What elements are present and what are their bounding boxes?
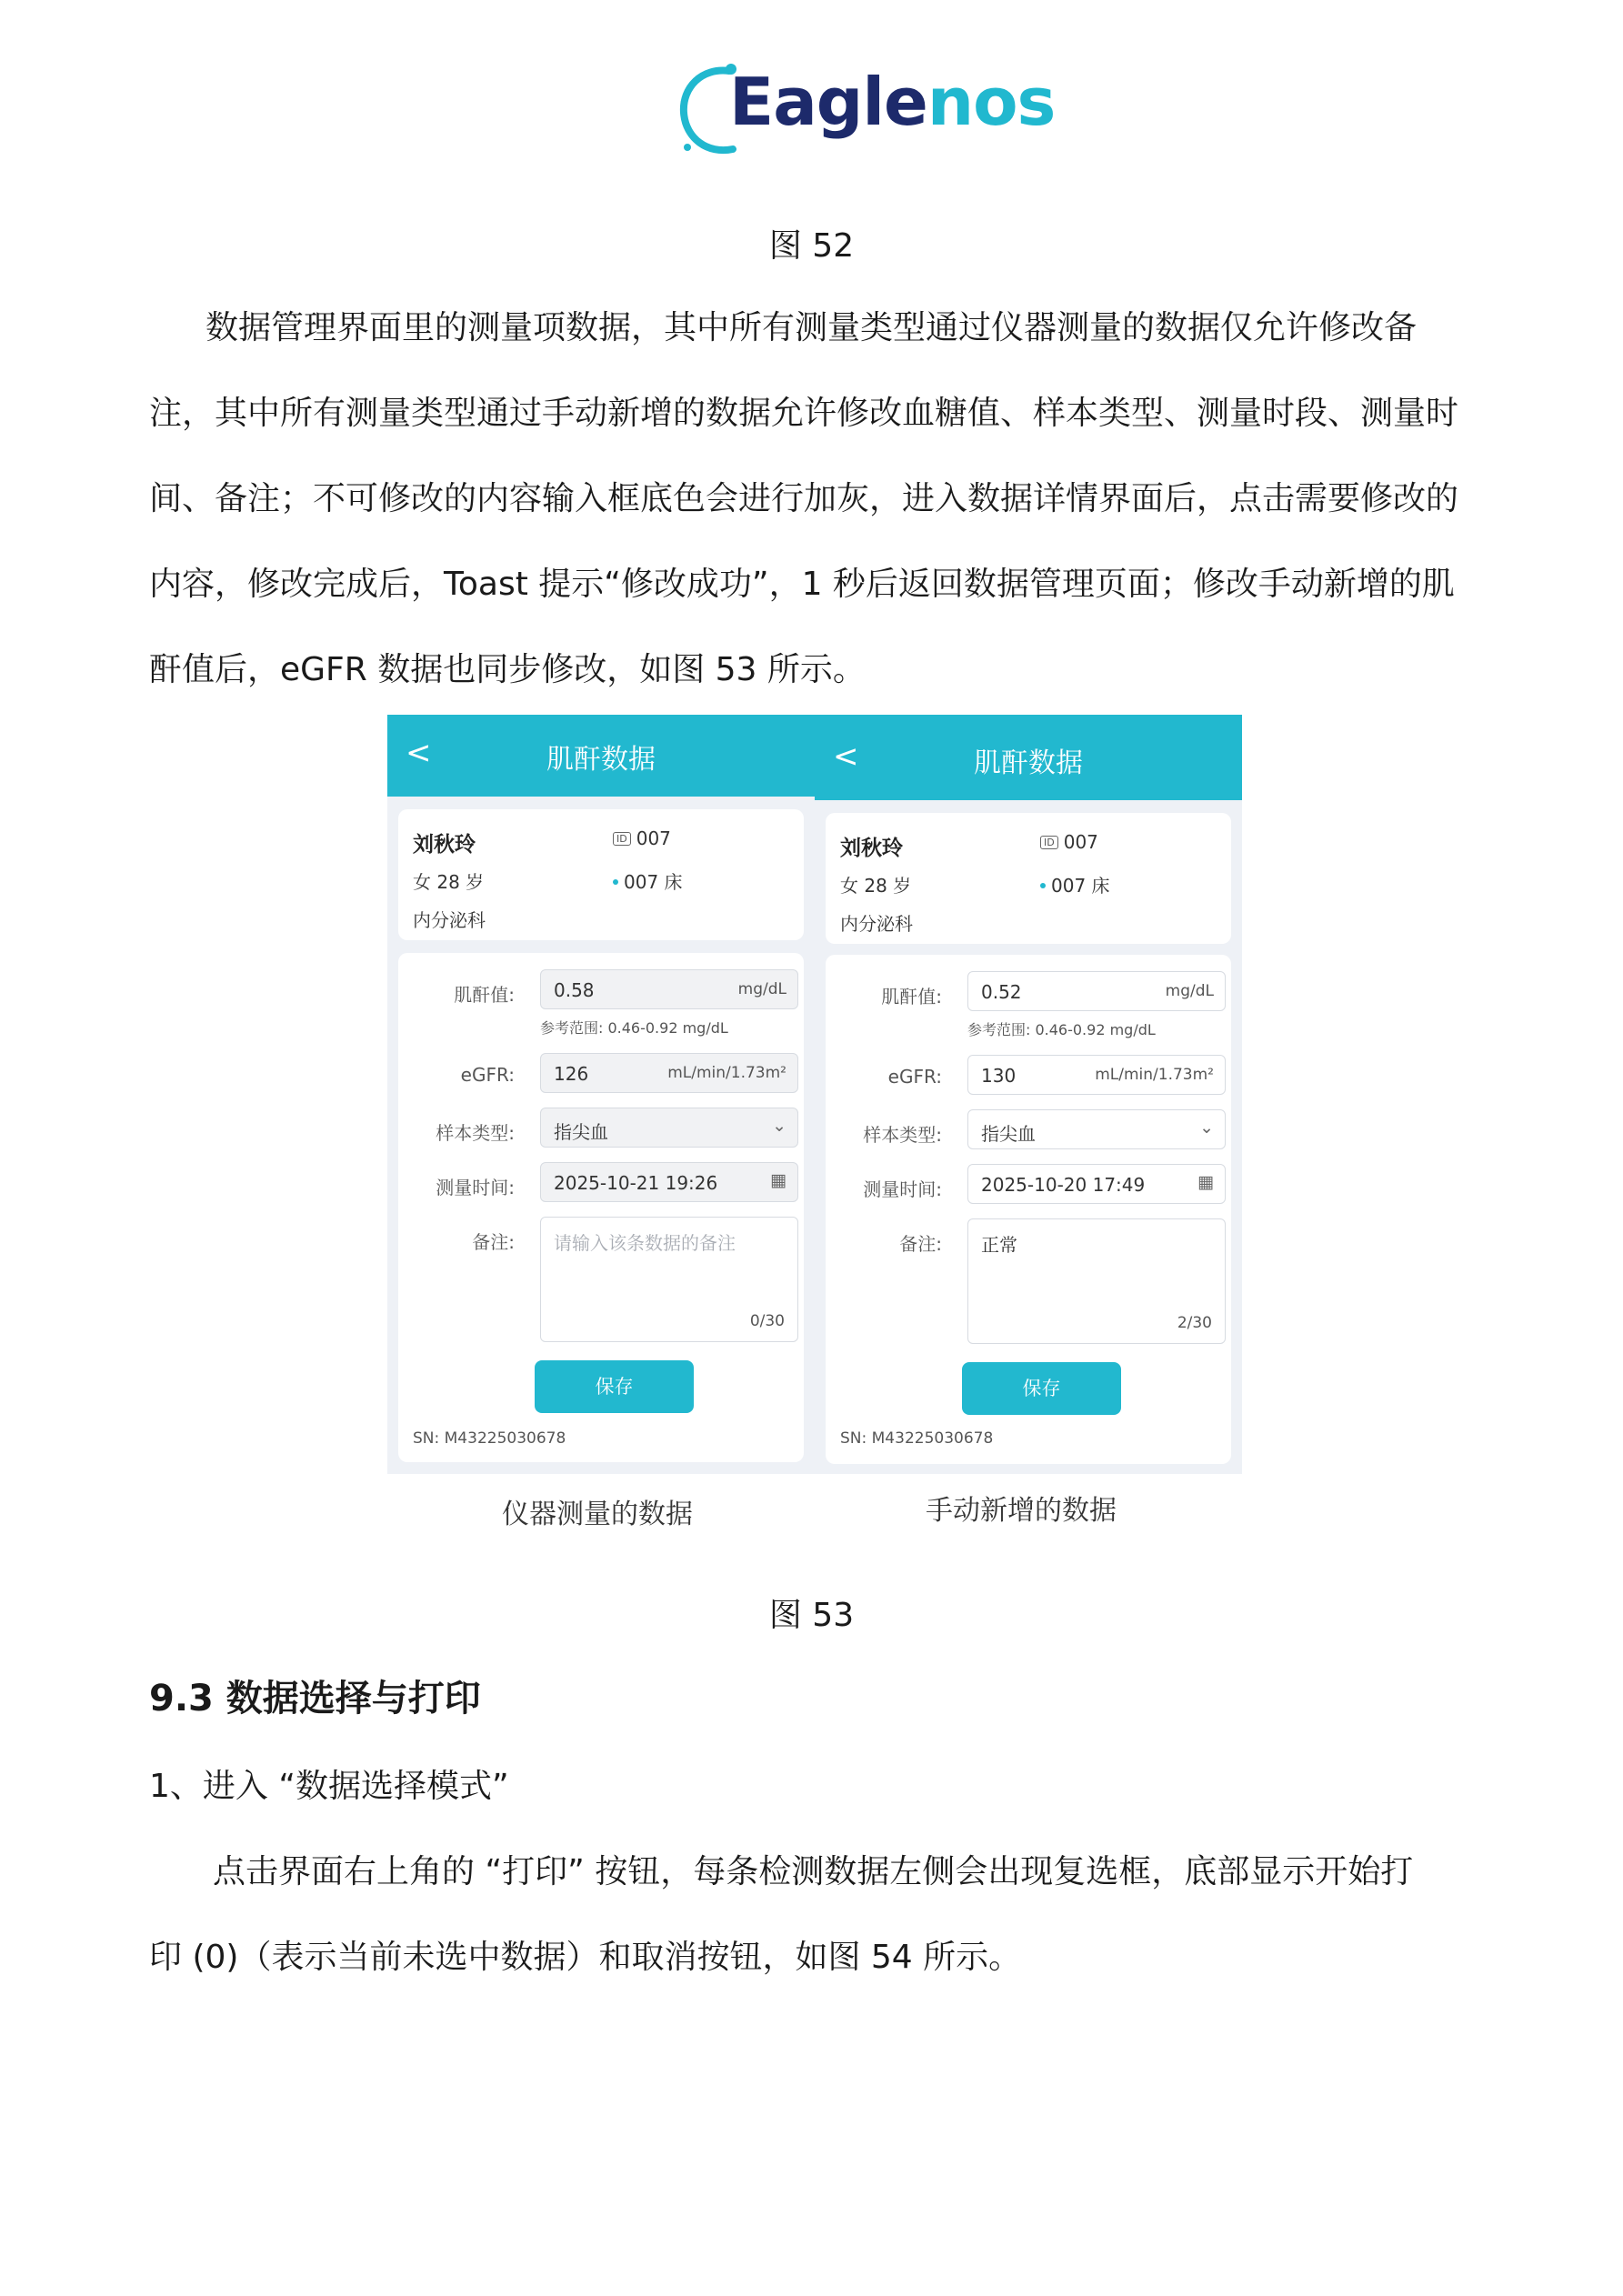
- measure-time-field: [540, 1162, 798, 1202]
- measure-time-label: 测量时间:: [863, 1178, 942, 1200]
- note-label: 备注:: [899, 1233, 942, 1255]
- paragraph-line: 注，其中所有测量类型通过手动新增的数据允许修改血糖值、样本类型、测量时段、测量时: [149, 395, 1459, 432]
- phone-screenshot-instrument: [387, 715, 815, 1474]
- measure-time-value: 2025-10-20 17:49: [981, 1174, 1146, 1196]
- serial-number: SN: M43225030678: [840, 1429, 994, 1448]
- creatinine-value: 0.58: [554, 979, 595, 1001]
- sample-type-label: 样本类型:: [436, 1122, 515, 1144]
- creatinine-unit: mg/dL: [1165, 982, 1214, 1000]
- back-chevron-left-icon[interactable]: <: [406, 735, 432, 771]
- egfr-value: 130: [981, 1065, 1017, 1087]
- eaglenos-logo: [675, 56, 1056, 162]
- id-badge-icon: ID: [613, 832, 631, 846]
- bullet-dot-icon: [613, 879, 618, 885]
- sample-type-value: 指尖血: [554, 1121, 608, 1143]
- note-textarea[interactable]: [540, 1217, 798, 1342]
- measure-time-field[interactable]: [967, 1164, 1226, 1204]
- patient-bed: 007 床: [613, 867, 683, 894]
- save-button[interactable]: 保存: [962, 1362, 1121, 1415]
- sample-type-label: 样本类型:: [863, 1124, 942, 1146]
- note-value: 正常: [981, 1234, 1017, 1256]
- page-title: 肌酐数据: [974, 747, 1083, 779]
- patient-card: [826, 813, 1231, 944]
- patient-id: ID 007: [1040, 831, 1098, 853]
- patient-name: 刘秋玲: [413, 833, 476, 857]
- logo-wordmark: Eaglenos: [729, 64, 1056, 140]
- egfr-field: [540, 1053, 798, 1093]
- app-header: [387, 715, 815, 797]
- page-title: 肌酐数据: [546, 744, 656, 776]
- sample-type-value: 指尖血: [981, 1123, 1036, 1145]
- egfr-value: 126: [554, 1063, 589, 1085]
- calendar-icon: ▦: [770, 1170, 786, 1190]
- chevron-down-icon: ⌄: [772, 1116, 786, 1136]
- patient-department: 内分泌科: [840, 913, 913, 935]
- figure-53-caption: 图 53: [768, 1597, 855, 1634]
- creatinine-label: 肌酐值:: [881, 986, 942, 1008]
- creatinine-value: 0.52: [981, 981, 1022, 1003]
- app-header: [815, 715, 1242, 800]
- egfr-label: eGFR:: [460, 1064, 515, 1086]
- creatinine-field[interactable]: [967, 971, 1226, 1011]
- serial-number: SN: M43225030678: [413, 1429, 566, 1448]
- sample-type-select[interactable]: [967, 1109, 1226, 1149]
- paragraph-line: 印 (0)（表示当前未选中数据）和取消按钮，如图 54 所示。: [149, 1939, 1022, 1976]
- data-form-card: [398, 953, 804, 1462]
- patient-gender-age: 女 28 岁: [413, 871, 485, 893]
- subcaption-manual: 手动新增的数据: [926, 1495, 1117, 1527]
- sample-type-select: [540, 1108, 798, 1148]
- patient-id: ID 007: [613, 827, 671, 849]
- phone-screenshot-manual: [815, 715, 1242, 1474]
- paragraph-line: 数据管理界面里的测量项数据，其中所有测量类型通过仪器测量的数据仅允许修改备: [205, 309, 1418, 346]
- reference-range: 参考范围: 0.46-0.92 mg/dL: [967, 1021, 1156, 1038]
- calendar-icon: ▦: [1197, 1172, 1214, 1192]
- step-1-title: 1、进入 “数据选择模式”: [149, 1768, 509, 1805]
- figure-52-caption: 图 52: [768, 227, 855, 265]
- measure-time-label: 测量时间:: [436, 1177, 515, 1198]
- back-chevron-left-icon[interactable]: <: [833, 738, 859, 775]
- save-button[interactable]: 保存: [535, 1360, 694, 1413]
- chevron-down-icon: ⌄: [1199, 1118, 1214, 1138]
- note-placeholder: 请输入该条数据的备注: [554, 1232, 736, 1254]
- note-label: 备注:: [472, 1231, 515, 1253]
- bullet-dot-icon: [1040, 883, 1046, 888]
- reference-range: 参考范围: 0.46-0.92 mg/dL: [540, 1019, 728, 1037]
- id-badge-icon: ID: [1040, 836, 1058, 849]
- paragraph-line: 酐值后，eGFR 数据也同步修改，如图 53 所示。: [149, 651, 866, 688]
- patient-bed: 007 床: [1040, 871, 1110, 897]
- creatinine-unit: mg/dL: [737, 980, 786, 998]
- note-counter: 2/30: [1177, 1314, 1212, 1332]
- note-counter: 0/30: [749, 1312, 785, 1330]
- patient-name: 刘秋玲: [840, 837, 903, 860]
- patient-gender-age: 女 28 岁: [840, 875, 912, 897]
- note-textarea[interactable]: [967, 1218, 1226, 1344]
- data-form-card: [826, 955, 1231, 1464]
- patient-card: [398, 809, 804, 940]
- paragraph-line: 间、备注；不可修改的内容输入框底色会进行加灰，进入数据详情界面后，点击需要修改的: [149, 480, 1459, 517]
- creatinine-field: [540, 969, 798, 1009]
- measure-time-value: 2025-10-21 19:26: [554, 1172, 718, 1194]
- paragraph-line: 点击界面右上角的 “打印” 按钮，每条检测数据左侧会出现复选框，底部显示开始打: [213, 1853, 1414, 1890]
- creatinine-label: 肌酐值:: [454, 984, 515, 1006]
- egfr-unit: mL/min/1.73m²: [667, 1064, 786, 1082]
- patient-department: 内分泌科: [413, 909, 486, 931]
- egfr-unit: mL/min/1.73m²: [1095, 1066, 1214, 1084]
- egfr-label: eGFR:: [887, 1066, 942, 1088]
- paragraph-line: 内容，修改完成后，Toast 提示“修改成功”，1 秒后返回数据管理页面；修改手动新增的肌: [149, 566, 1455, 603]
- egfr-field: [967, 1055, 1226, 1095]
- subcaption-instrument: 仪器测量的数据: [502, 1499, 693, 1530]
- section-heading: 9.3 数据选择与打印: [149, 1678, 481, 1719]
